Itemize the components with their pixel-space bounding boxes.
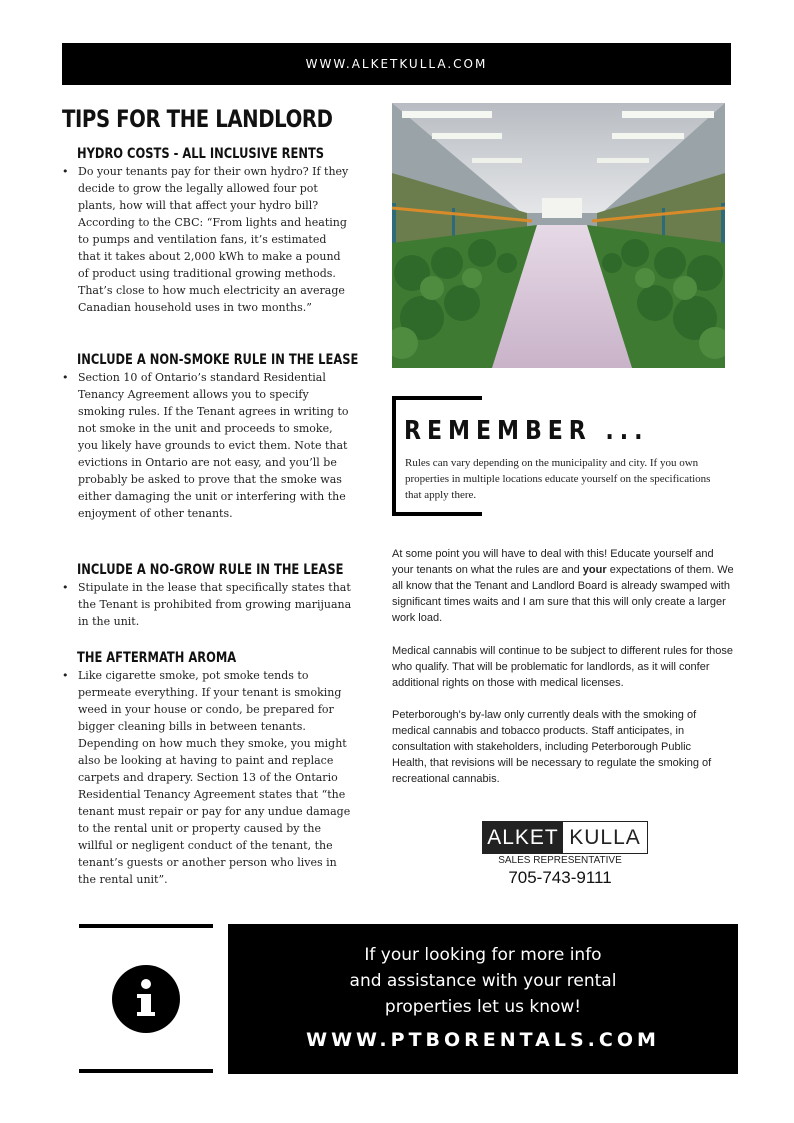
section-heading: INCLUDE A NON-SMOKE RULE IN THE LEASE	[77, 352, 359, 368]
remember-title: REMEMBER ...	[404, 416, 649, 446]
section-hydro	[62, 145, 352, 316]
section-body: • Do your tenants pay for their own hydro? If they decide to grow the legally allowed four pot plants, how will that affect your hydro bill? According to the CBC: “From lights and heating to pumps and ventilation fans, it’s estimated that it takes about 2,000 kWh to make a pound of product using traditional growing methods. That’s close to how much electricity an average Canadian household uses in two months.”	[62, 163, 352, 316]
contact-banner	[228, 924, 738, 1074]
section-no-grow	[62, 561, 352, 630]
header-url[interactable]: WWW.ALKETKULLA.COM	[305, 57, 488, 71]
paragraph-educate	[392, 546, 734, 626]
info-icon	[111, 964, 181, 1034]
callout-bracket-bottom	[392, 512, 482, 516]
grow-room-photo	[392, 103, 725, 368]
section-body: • Like cigarette smoke, pot smoke tends to permeate everything. If your tenant is smoking weed in your house or condo, be prepared for bigger cleaning bills in between tenants. Depending on how much they smoke, you might also be looking at having to paint and replace carpets and drapery. Section 13 of the Ontario Residential Tenancy Agreement states that “the tenant must repair or pay for any undue damage to the rental unit or property caused by the willful or negligent conduct of the tenant, the tenant’s guests or another person who lives in the rental unit”.	[62, 667, 352, 888]
remember-text: Rules can vary depending on the municipality and city. If you own properties in multiple locations educate yourself on the specifications that apply there.	[405, 457, 711, 501]
paragraph-bylaw: Peterborough's by-law only currently deals with the smoking of medical cannabis and tobacco products. Staff anticipates, in consultation with stakeholders, including Peterborough Public Health, that revisions will be necessary to regulate the smoking of recreational cannabis.	[392, 709, 712, 785]
section-aroma	[62, 649, 352, 888]
callout-bracket	[392, 396, 396, 516]
header-bar	[62, 43, 731, 85]
section-heading: INCLUDE A NO-GROW RULE IN THE LEASE	[77, 562, 344, 578]
footer-url[interactable]: WWW.PTBORENTALS.COM	[306, 1029, 660, 1051]
section-non-smoke	[62, 351, 359, 522]
paragraph-text: At some point you will have to deal with this! Educate yourself and your tenants on what the rules are and	[392, 548, 714, 576]
cta-text	[228, 942, 738, 1020]
cta-line: properties let us know!	[384, 997, 582, 1017]
logo-right: KULLA	[569, 825, 641, 849]
logo-left: ALKET	[483, 822, 563, 853]
divider-bottom	[79, 1069, 213, 1073]
section-body: • Stipulate in the lease that specifically states that the Tenant is prohibited from growing marijuana in the unit.	[62, 579, 352, 630]
section-body: • Section 10 of Ontario’s standard Residential Tenancy Agreement allows you to specify smoking rules. If the Tenant agrees in writing to not smoke in the unit and proceeds to smoke, you likely have grounds to evict them. Note that evictions in Ontario are not easy, and you’ll be probably be asked to prove that the smoke was either damaging the unit or interfering with the enjoyment of other tenants.	[62, 369, 352, 522]
cta-line: and assistance with your rental	[349, 971, 617, 991]
paragraph-text: expectations of them. We all know that the Tenant and Landlord Board is already swamped with significant times waits and I am sure that this will only create a larger work load.	[392, 564, 734, 624]
divider-top	[79, 924, 213, 928]
paragraph-emphasis: your	[582, 564, 607, 576]
page-title: TIPS FOR THE LANDLORD	[62, 105, 333, 133]
paragraph-medical: Medical cannabis will continue to be subject to different rules for those who qualify. That will be problematic for landlords, as it will confer additional rights on those with medical licenses.	[392, 645, 733, 689]
callout-bracket-top	[392, 396, 482, 400]
remember-callout	[392, 396, 722, 516]
agent-role: SALES REPRESENTATIVE	[498, 855, 622, 866]
section-heading: HYDRO COSTS - ALL INCLUSIVE RENTS	[77, 146, 325, 162]
tips-column	[62, 103, 359, 886]
cta-line: If your looking for more info	[364, 945, 602, 965]
agent-logo	[482, 821, 648, 854]
section-heading: THE AFTERMATH AROMA	[77, 650, 237, 666]
agent-phone[interactable]: 705-743-9111	[508, 868, 612, 887]
